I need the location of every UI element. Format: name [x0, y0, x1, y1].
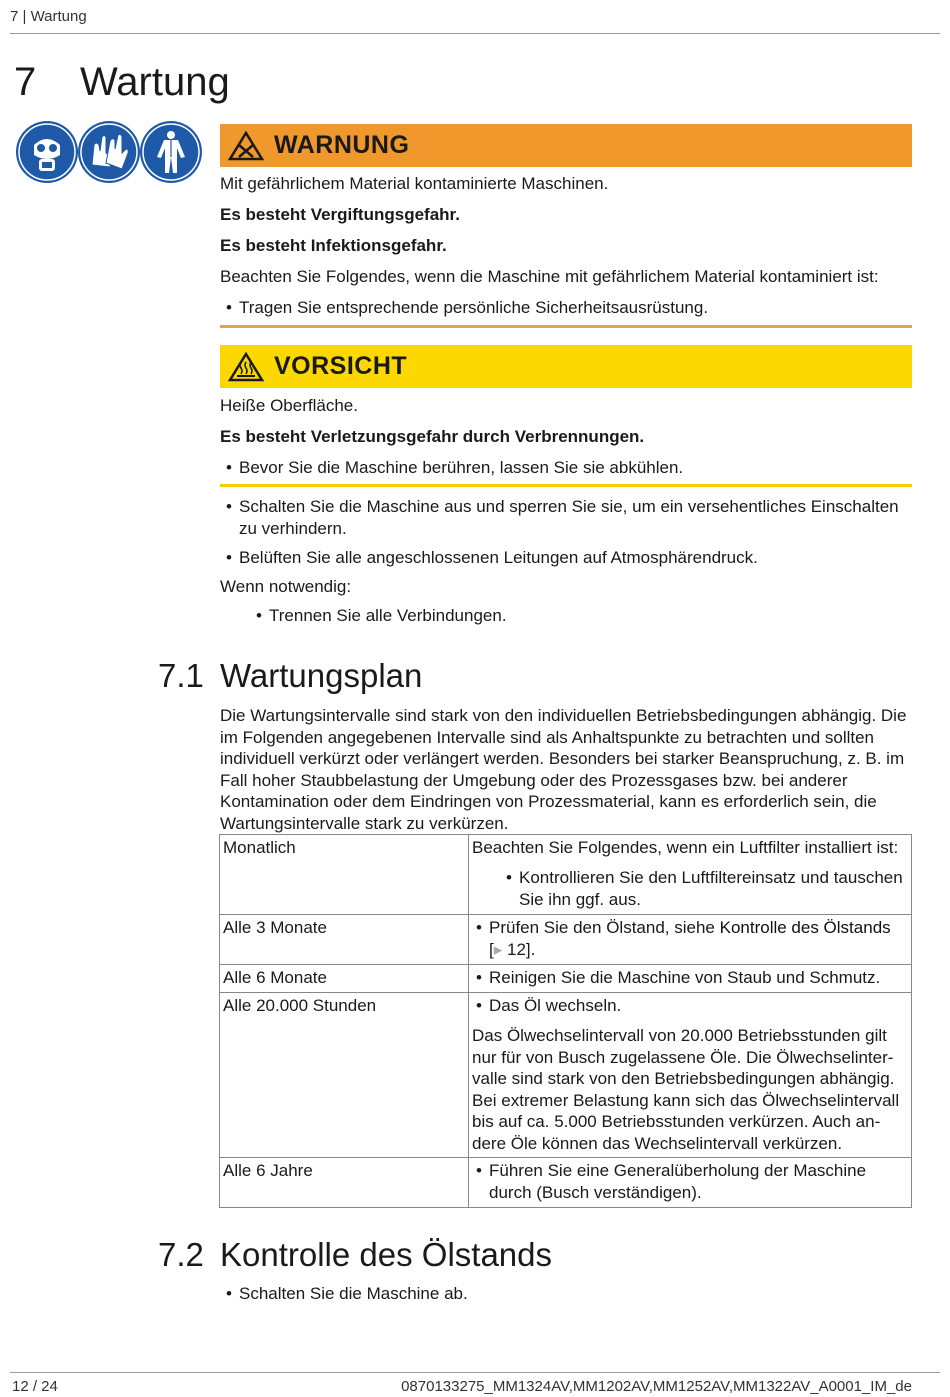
interval-cell: Alle 6 Monate [220, 965, 469, 993]
table-row [220, 835, 912, 915]
document-id: 0870133275_MM1324AV,MM1202AV,MM1252AV,MM1322AV_A0001_IM_de [401, 1378, 912, 1395]
hazard-triangle-icon [228, 131, 264, 161]
warning-banner [220, 124, 912, 167]
interval-cell: Alle 20.000 Stunden [220, 993, 469, 1158]
chapter-title: Wartung [80, 60, 230, 104]
section-number: 7.1 [158, 657, 204, 694]
warning-infection: Es besteht Infektionsgefahr. [220, 236, 447, 255]
respirator-icon [16, 121, 78, 183]
table-row [220, 1158, 912, 1208]
list-item: • Prüfen Sie den Ölstand, siehe Kontrolle des Ölstands [▸ 12]. [472, 917, 908, 961]
task-cell [469, 915, 912, 965]
table-row [220, 965, 912, 993]
caution-label: VORSICHT [274, 352, 408, 380]
warning-end-rule [220, 325, 912, 328]
footer-rule [10, 1372, 940, 1373]
table-row [220, 993, 912, 1158]
header-rule [10, 33, 940, 34]
section-title: Kontrolle des Ölstands [220, 1236, 553, 1273]
hot-surface-icon [228, 352, 264, 382]
task-cell [469, 965, 912, 993]
list-item: • Bevor Sie die Maschine berühren, lassen Sie sie abkühlen. [226, 457, 906, 479]
caution-burn: Es besteht Verletzungsgefahr durch Verbrennungen. [220, 427, 645, 446]
protective-suit-icon [140, 121, 202, 183]
task-cell: Beachten Sie Folgendes, wenn ein Luftfilter installiert ist: • Kontrollieren Sie den Luftfiltereinsatz und tauschen Sie ihn ggf. aus. [469, 835, 912, 915]
maintenance-table [219, 834, 912, 1208]
interval-cell: Monatlich [220, 835, 469, 915]
list-item: • Tragen Sie entsprechende persönliche Sicherheitsausrüstung. [226, 297, 906, 319]
list-item: • Schalten Sie die Maschine aus und sperren Sie sie, um ein versehentliches Einschalten zu verhindern. [226, 496, 906, 540]
running-header: 7 | Wartung [10, 8, 87, 25]
caution-end-rule [220, 484, 912, 487]
list-item: • Belüften Sie alle angeschlossenen Leitungen auf Atmosphärendruck. [226, 547, 906, 569]
warning-label: WARNUNG [274, 131, 410, 159]
section-intro: Die Wartungsintervalle sind stark von den individuellen Betriebsbedingungen abhängig. Die im Folgenden angegebenen Intervalle sind als Anhaltspunkte zu betrachten und sollten individuell verkürzt oder verlängert werden. Besonders bei starker Beanspruchung, z. B. im Fall hoher Staubbelastung der Umgebung oder des Prozessgases bzw. bei anderer Kontamination oder dem Eindringen von Prozessmaterial, kann es erforderlich sein, die Wartungsintervalle stark zu verkürzen. [220, 706, 907, 833]
section-title: Wartungsplan [220, 657, 423, 694]
caution-text: Heiße Oberfläche. [220, 396, 358, 415]
cross-reference-link[interactable]: Kontrolle des Ölstands [719, 918, 891, 937]
task-cell [469, 1158, 912, 1208]
oil-change-note: Das Ölwechselintervall von 20.000 Betriebsstunden gilt nur für von Busch zugelassene Öle. Die Ölwechselintervalle sind stark von den Betriebsbedingungen abhängig. Bei extremer Belastung kann sich das Ölwechselintervall bis auf ca. 5.000 Betriebsstunden verkürzen. Auch andere Öle können das Wechselintervall verkürzen. [472, 1026, 900, 1153]
section-number: 7.2 [158, 1236, 204, 1273]
list-item: • Führen Sie eine Generalüberholung der Maschine durch (Busch verständigen). [472, 1160, 908, 1204]
table-row [220, 915, 912, 965]
list-item: • Reinigen Sie die Maschine von Staub und Schmutz. [472, 967, 908, 989]
list-item: • Kontrollieren Sie den Luftfiltereinsatz und tauschen Sie ihn ggf. aus. [502, 867, 908, 911]
page-reference-icon: ▸ [493, 940, 503, 959]
warning-poison: Es besteht Vergiftungsgefahr. [220, 205, 460, 224]
page-number: 12 / 24 [12, 1378, 58, 1395]
list-item: • Schalten Sie die Maschine ab. [226, 1283, 906, 1305]
chapter-number: 7 [14, 60, 37, 104]
gloves-icon [78, 121, 140, 183]
warning-instruction: Beachten Sie Folgendes, wenn die Maschine mit gefährlichem Material kontaminiert ist: [220, 267, 879, 286]
warning-text: Mit gefährlichem Material kontaminierte Maschinen. [220, 174, 609, 193]
list-item: • Das Öl wechseln. [472, 995, 908, 1017]
list-item: • Trennen Sie alle Verbindungen. [256, 605, 896, 627]
if-needed-label: Wenn notwendig: [220, 577, 352, 596]
task-cell [469, 993, 912, 1158]
interval-cell: Alle 3 Monate [220, 915, 469, 965]
caution-banner [220, 345, 912, 388]
interval-cell: Alle 6 Jahre [220, 1158, 469, 1208]
